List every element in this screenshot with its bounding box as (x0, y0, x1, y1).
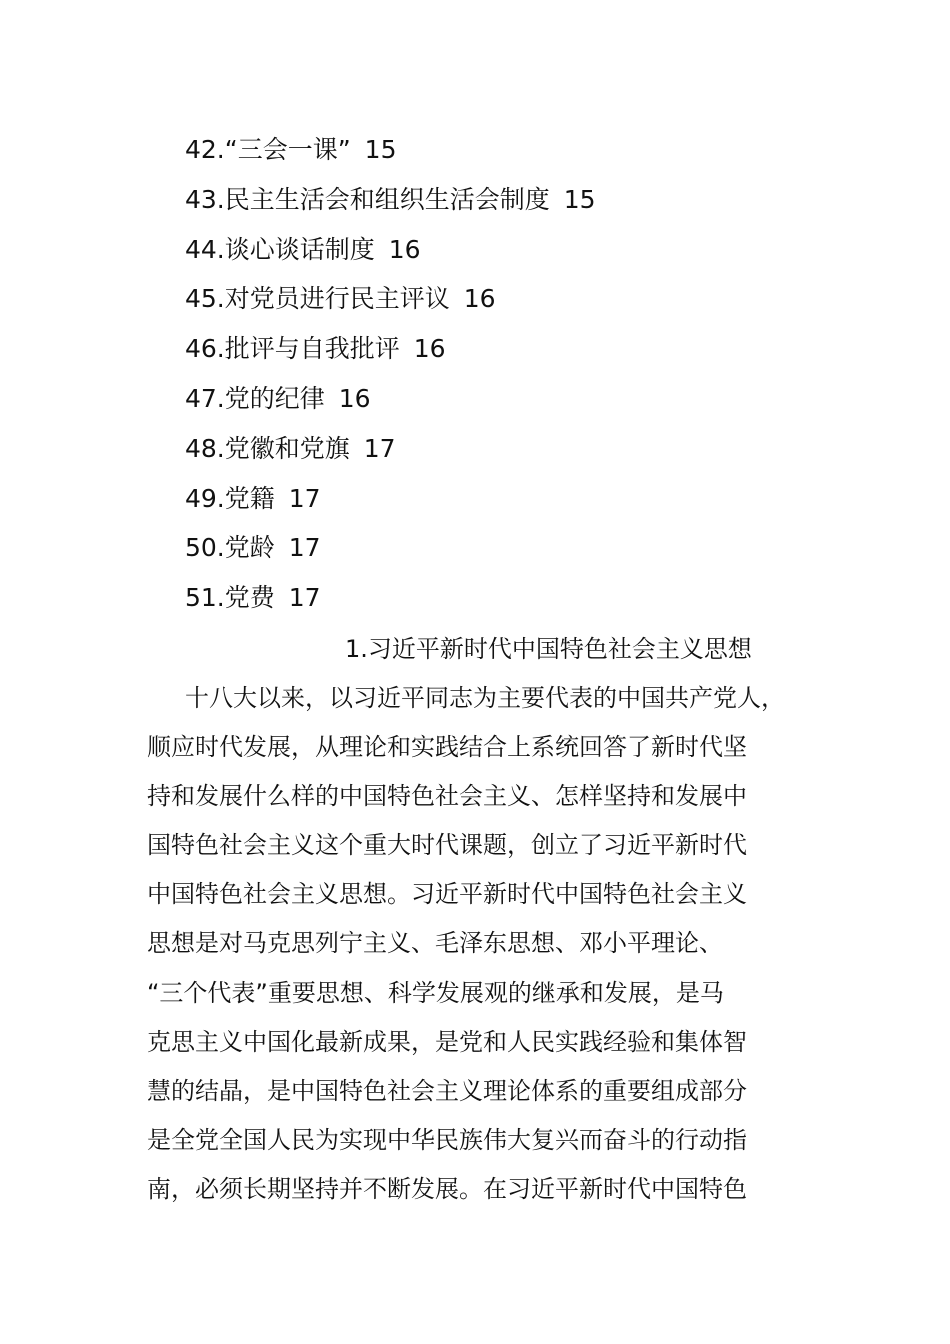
toc-entry-title: 党费 (224, 583, 275, 613)
toc-entry-page: 15 (364, 135, 397, 164)
toc-entry-title: 党的纪律 (224, 383, 325, 413)
toc-entry-page: 17 (288, 533, 321, 563)
toc-entry-number: 50. (185, 533, 225, 563)
toc-entry-title: 党徽和党旗 (224, 433, 350, 463)
toc-entry-page: 17 (288, 583, 321, 613)
toc-entry-page: 15 (563, 184, 596, 214)
paragraph-line: 顺应时代发展，从理论和实践结合上系统回答了新时代坚 (147, 733, 747, 762)
toc-entry-title: 党龄 (224, 533, 275, 563)
toc-entry (185, 229, 596, 279)
toc-entry (185, 278, 596, 328)
toc-entry (185, 577, 596, 627)
paragraph-line: 南，必须长期坚持并不断发展。在习近平新时代中国特色 (147, 1174, 747, 1203)
paragraph-line: 中国特色社会主义思想。习近平新时代中国特色社会主义 (147, 880, 747, 909)
toc-entry (185, 478, 596, 528)
toc-entry-page: 17 (288, 483, 321, 513)
paragraph-line: 十八大以来，以习近平同志为主要代表的中国共产党人， (185, 684, 785, 712)
toc-entry-number: 48. (185, 433, 225, 463)
paragraph-line: “三个代表”重要思想、科学发展观的继承和发展，是马 (147, 978, 724, 1007)
toc-entry-title: 民主生活会和组织生活会制度 (224, 184, 550, 214)
toc-entry-number: 45. (185, 284, 225, 314)
toc-entry-title: 批评与自我批评 (224, 334, 400, 364)
paragraph-line: 慧的结晶，是中国特色社会主义理论体系的重要组成部分 (147, 1076, 747, 1105)
toc-entry-number: 46. (185, 334, 225, 364)
paragraph-line: 思想是对马克思列宁主义、毛泽东思想、邓小平理论、 (147, 929, 723, 958)
toc-entry (185, 428, 596, 478)
toc-entry-title: “三会一课” (224, 135, 351, 164)
toc-entry (185, 179, 596, 229)
paragraph-line: 克思主义中国化最新成果，是党和人民实践经验和集体智 (147, 1027, 747, 1056)
toc-entry-number: 47. (185, 383, 225, 413)
toc-entry-page: 16 (463, 284, 496, 314)
toc-entry (185, 129, 596, 179)
toc-entry-page: 16 (413, 334, 446, 364)
body-paragraph (147, 677, 827, 1217)
section-heading: 1.习近平新时代中国特色社会主义思想 (345, 635, 752, 663)
toc-entry-number: 51. (185, 583, 225, 613)
toc-entry-number: 42. (185, 135, 225, 164)
toc-entry (185, 378, 596, 428)
toc-entry (185, 527, 596, 577)
table-of-contents (185, 129, 596, 627)
toc-entry-number: 44. (185, 234, 225, 264)
toc-entry-title: 谈心谈话制度 (224, 234, 375, 264)
paragraph-line: 是全党全国人民为实现中华民族伟大复兴而奋斗的行动指 (147, 1125, 747, 1154)
toc-entry-page: 16 (338, 383, 371, 413)
paragraph-line: 持和发展什么样的中国特色社会主义、怎样坚持和发展中 (147, 782, 747, 811)
paragraph-line: 国特色社会主义这个重大时代课题，创立了习近平新时代 (147, 831, 747, 860)
toc-entry-title: 党籍 (224, 483, 275, 513)
toc-entry (185, 328, 596, 378)
toc-entry-page: 16 (388, 234, 421, 264)
toc-entry-page: 17 (363, 433, 396, 463)
toc-entry-number: 49. (185, 483, 225, 513)
toc-entry-title: 对党员进行民主评议 (224, 284, 450, 314)
toc-entry-number: 43. (185, 184, 225, 214)
